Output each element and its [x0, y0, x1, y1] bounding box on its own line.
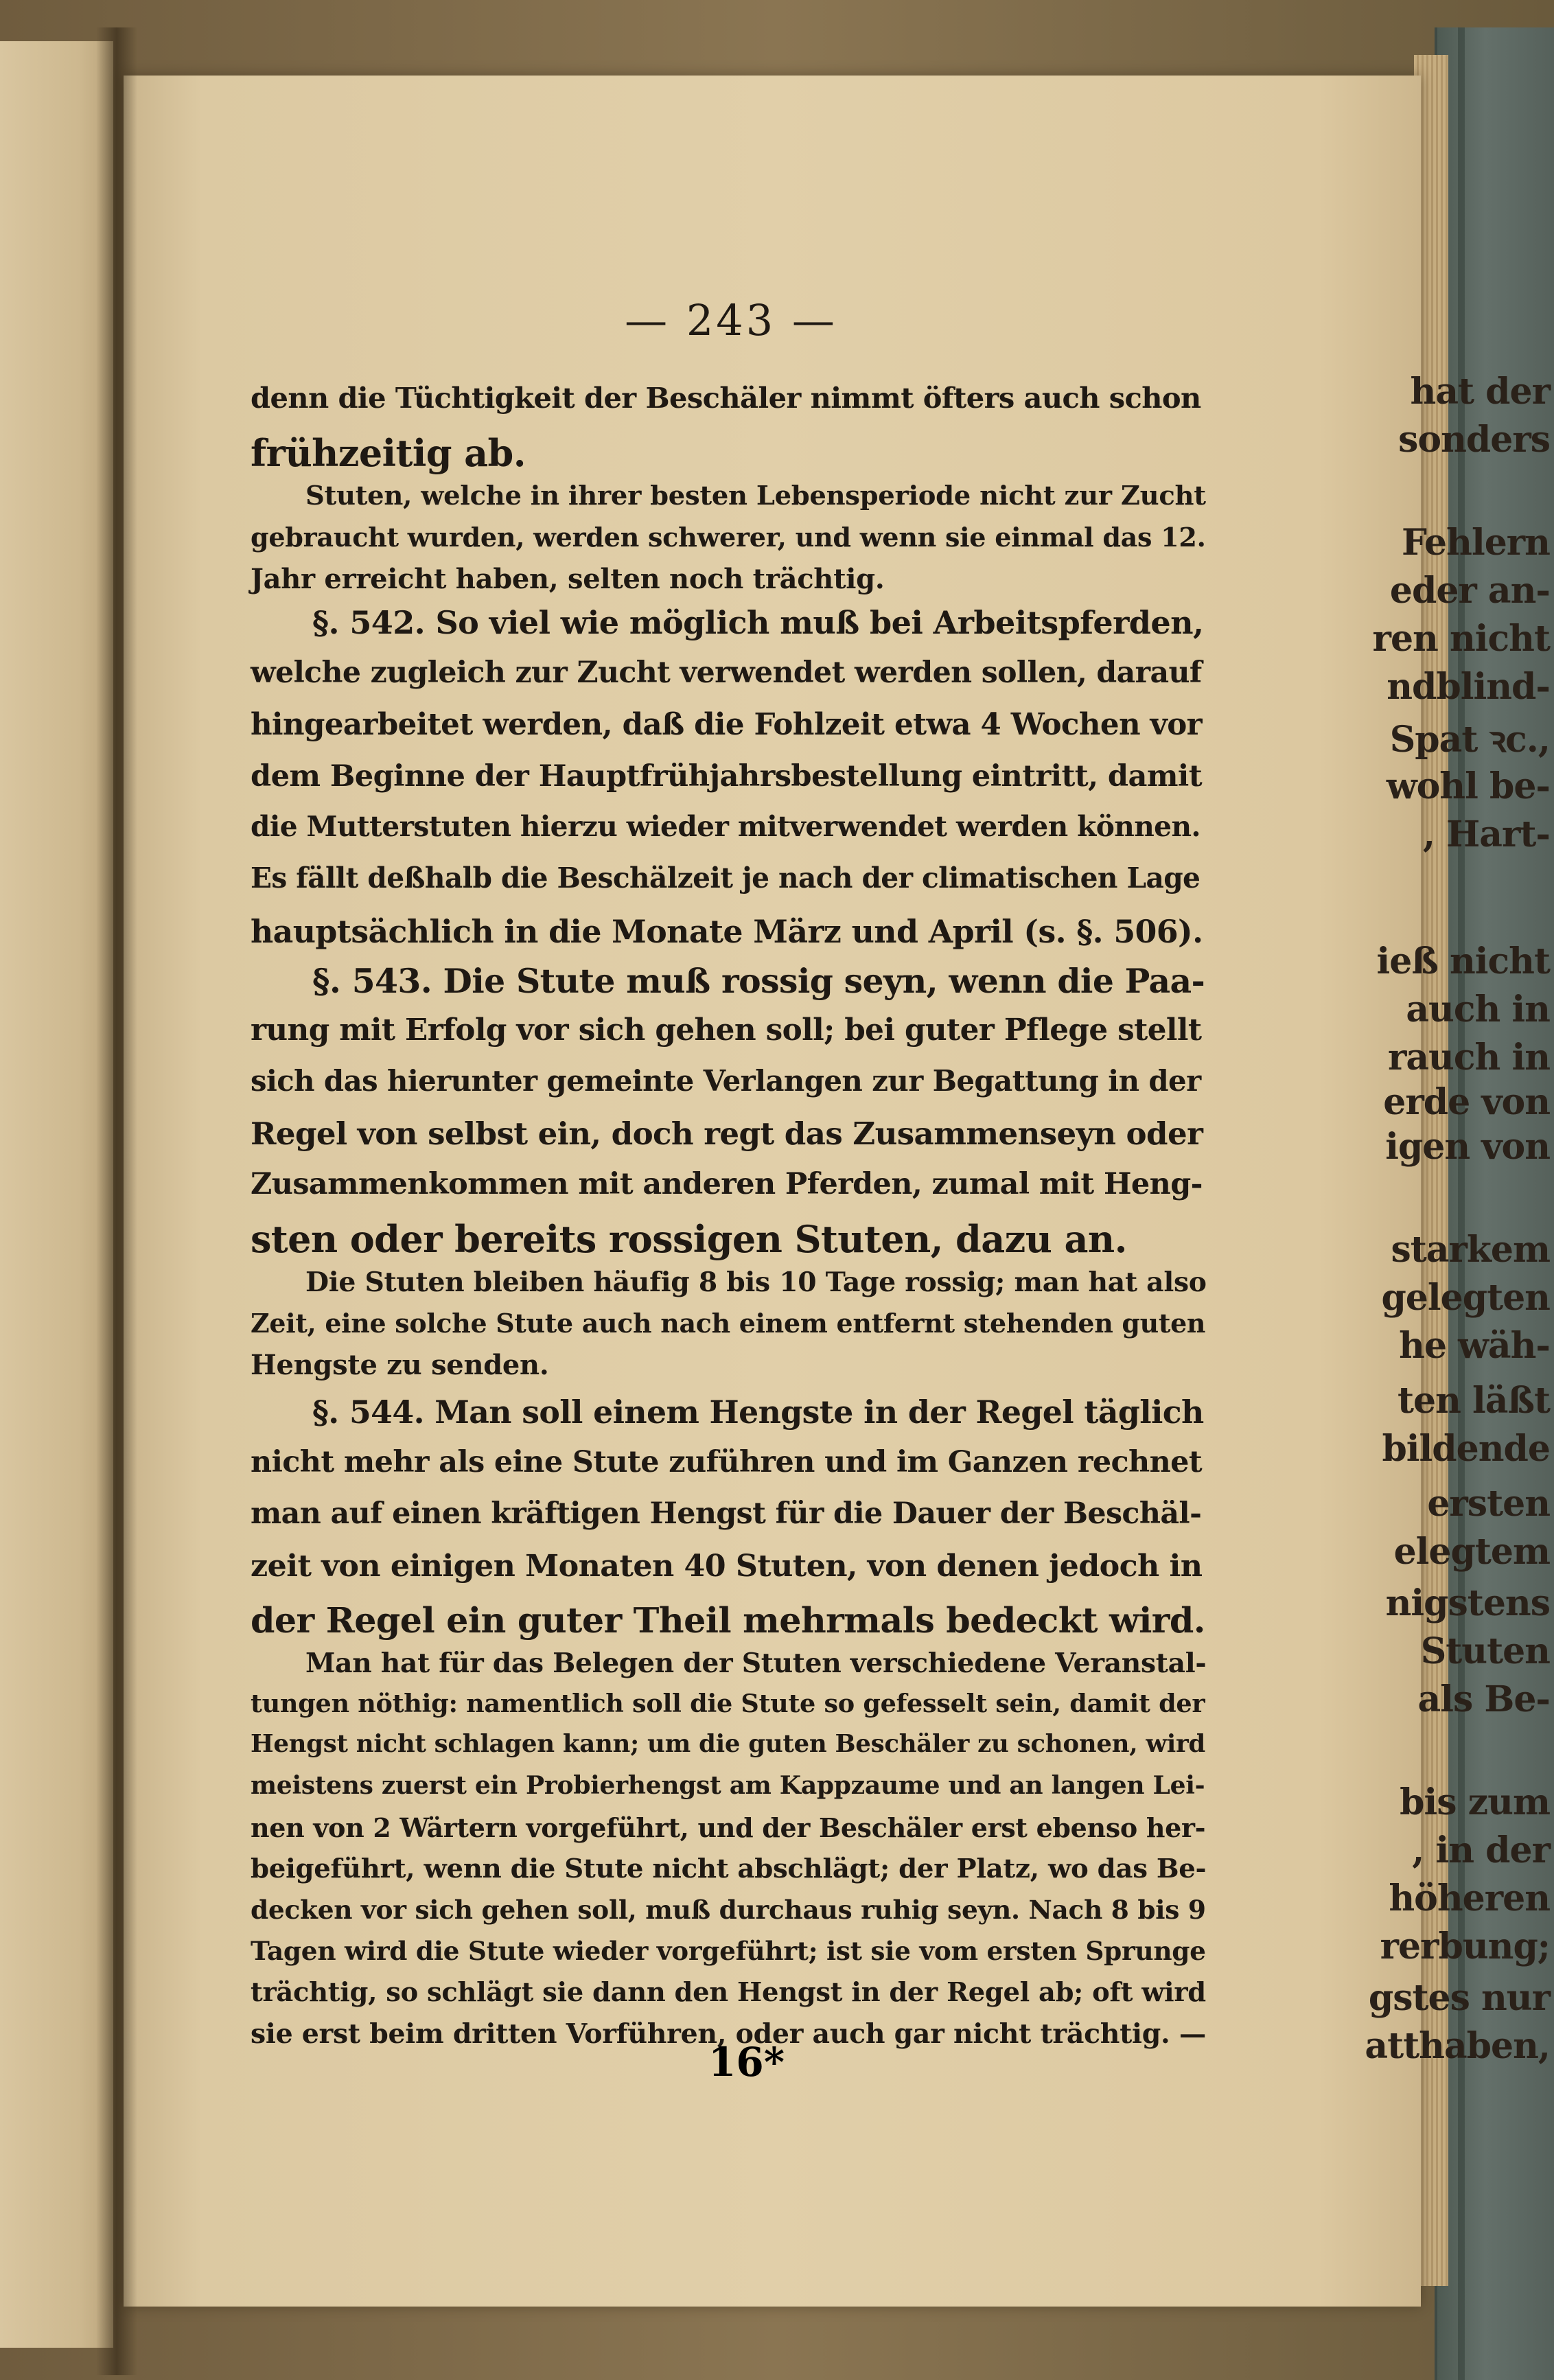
- text-line: Es fällt deßhalb die Beschälzeit je nach der climatischen Lage: [251, 862, 1201, 894]
- section-heading-543: §. 543. Die Stute muß rossig seyn, wenn die Paa-: [312, 961, 1205, 1001]
- text-line: sten oder bereits rossigen Stuten, dazu an.: [251, 1217, 1127, 1261]
- text-line: die Mutterstuten hierzu wieder mitverwendet werden können.: [251, 810, 1201, 843]
- fragment-line: nigstens: [1385, 1582, 1550, 1624]
- fragment-line: auch in: [1406, 989, 1550, 1030]
- text-line: Regel von selbst ein, doch regt das Zusammenseyn oder: [251, 1116, 1203, 1152]
- fragment-line: igen von: [1385, 1126, 1550, 1168]
- fragment-line: sonders: [1398, 419, 1550, 461]
- text-line: Stuten, welche in ihrer besten Lebensperiode nicht zur Zucht: [305, 481, 1206, 511]
- fragment-line: eder an-: [1389, 570, 1550, 612]
- text-line: Hengste zu senden.: [251, 1349, 549, 1381]
- fragment-line: hat der: [1410, 371, 1550, 413]
- text-line: zeit von einigen Monaten 40 Stuten, von denen jedoch in: [251, 1548, 1203, 1584]
- fragment-line: erde von: [1383, 1081, 1550, 1123]
- text-line: Die Stuten bleiben häufig 8 bis 10 Tage rossig; man hat also: [305, 1267, 1207, 1298]
- text-line: nicht mehr als eine Stute zuführen und im Ganzen rechnet: [251, 1445, 1203, 1479]
- text-line: hauptsächlich in die Monate März und April (s. §. 506).: [251, 913, 1203, 950]
- signature-mark: 16*: [708, 2039, 785, 2086]
- text-line: frühzeitig ab.: [251, 431, 526, 475]
- text-line: man auf einen kräftigen Hengst für die Dauer der Beschäl-: [251, 1497, 1202, 1531]
- fragment-line: Fehlern: [1401, 522, 1550, 564]
- fragment-line: ndblind-: [1387, 666, 1550, 708]
- fragment-line: starkem: [1391, 1229, 1550, 1271]
- fragment-line: atthaben,: [1365, 2025, 1550, 2067]
- fragment-line: rauch in: [1387, 1037, 1550, 1078]
- fragment-line: ieß nicht: [1376, 940, 1550, 982]
- text-line: welche zugleich zur Zucht verwendet werden sollen, darauf: [251, 656, 1202, 690]
- text-line: denn die Tüchtigkeit der Beschäler nimmt öfters auch schon: [251, 381, 1201, 415]
- fragment-line: , Hart-: [1422, 813, 1550, 855]
- text-line: Zusammenkommen mit anderen Pferden, zumal mit Heng-: [251, 1167, 1203, 1201]
- section-heading-544: §. 544. Man soll einem Hengste in der Regel täglich: [312, 1394, 1204, 1431]
- fragment-line: bis zum: [1400, 1781, 1550, 1823]
- text-line: tungen nöthig: namentlich soll die Stute so gefesselt sein, damit der: [251, 1689, 1205, 1718]
- fragment-line: höheren: [1389, 1878, 1550, 1919]
- fragment-line: , in der: [1412, 1829, 1550, 1871]
- page-number: — 243 —: [625, 295, 837, 345]
- text-line: sich das hierunter gemeinte Verlangen zur Begattung in der: [251, 1064, 1201, 1098]
- fragment-line: Spat ꝛc.,: [1389, 719, 1550, 761]
- fragment-line: ten läßt: [1398, 1380, 1550, 1422]
- text-line: Man hat für das Belegen der Stuten verschiedene Veranstal-: [305, 1648, 1207, 1679]
- fragment-line: als Be-: [1417, 1678, 1550, 1720]
- section-heading-542: §. 542. So viel wie möglich muß bei Arbeitspferden,: [312, 604, 1204, 641]
- text-line: rung mit Erfolg vor sich gehen soll; bei guter Pflege stellt: [251, 1013, 1202, 1048]
- fragment-line: ren nicht: [1372, 618, 1550, 660]
- text-line: meistens zuerst ein Probierhengst am Kappzaume und an langen Lei-: [251, 1771, 1205, 1800]
- fragment-line: ersten: [1427, 1483, 1550, 1525]
- text-line: Jahr erreicht haben, selten noch trächtig.: [251, 563, 885, 595]
- text-line: der Regel ein guter Theil mehrmals bedeckt wird.: [251, 1599, 1205, 1641]
- text-line: Hengst nicht schlagen kann; um die guten Beschäler zu schonen, wird: [251, 1730, 1205, 1758]
- fragment-line: rerbung;: [1380, 1926, 1550, 1967]
- text-line: sie erst beim dritten Vorführen, oder auch gar nicht trächtig. —: [251, 2018, 1206, 2050]
- fragment-line: he wäh-: [1399, 1325, 1550, 1367]
- text-line: hingearbeitet werden, daß die Fohlzeit etwa 4 Wochen vor: [251, 707, 1202, 742]
- fragment-line: Stuten: [1420, 1630, 1550, 1672]
- text-line: Tagen wird die Stute wieder vorgeführt; ist sie vom ersten Sprunge: [251, 1936, 1206, 1966]
- fragment-line: elegtem: [1393, 1531, 1550, 1573]
- text-line: dem Beginne der Hauptfrühjahrsbestellung eintritt, damit: [251, 759, 1203, 794]
- text-line: Zeit, eine solche Stute auch nach einem entfernt stehenden guten: [251, 1308, 1206, 1339]
- fragment-line: bildende: [1382, 1428, 1550, 1470]
- text-line: gebraucht wurden, werden schwerer, und wenn sie einmal das 12.: [251, 522, 1206, 553]
- fragment-line: gelegten: [1381, 1277, 1550, 1319]
- text-line: beigeführt, wenn die Stute nicht abschlägt; der Platz, wo das Be-: [251, 1853, 1207, 1884]
- fragment-line: wohl be-: [1386, 765, 1550, 807]
- text-line: nen von 2 Wärtern vorgeführt, und der Beschäler erst ebenso her-: [251, 1812, 1206, 1843]
- text-line: trächtig, so schlägt sie dann den Hengst in der Regel ab; oft wird: [251, 1977, 1206, 2008]
- text-line: decken vor sich gehen soll, muß durchaus ruhig seyn. Nach 8 bis 9: [251, 1895, 1206, 1925]
- book-gutter: [96, 27, 137, 2375]
- fragment-line: gstes nur: [1368, 1977, 1550, 2019]
